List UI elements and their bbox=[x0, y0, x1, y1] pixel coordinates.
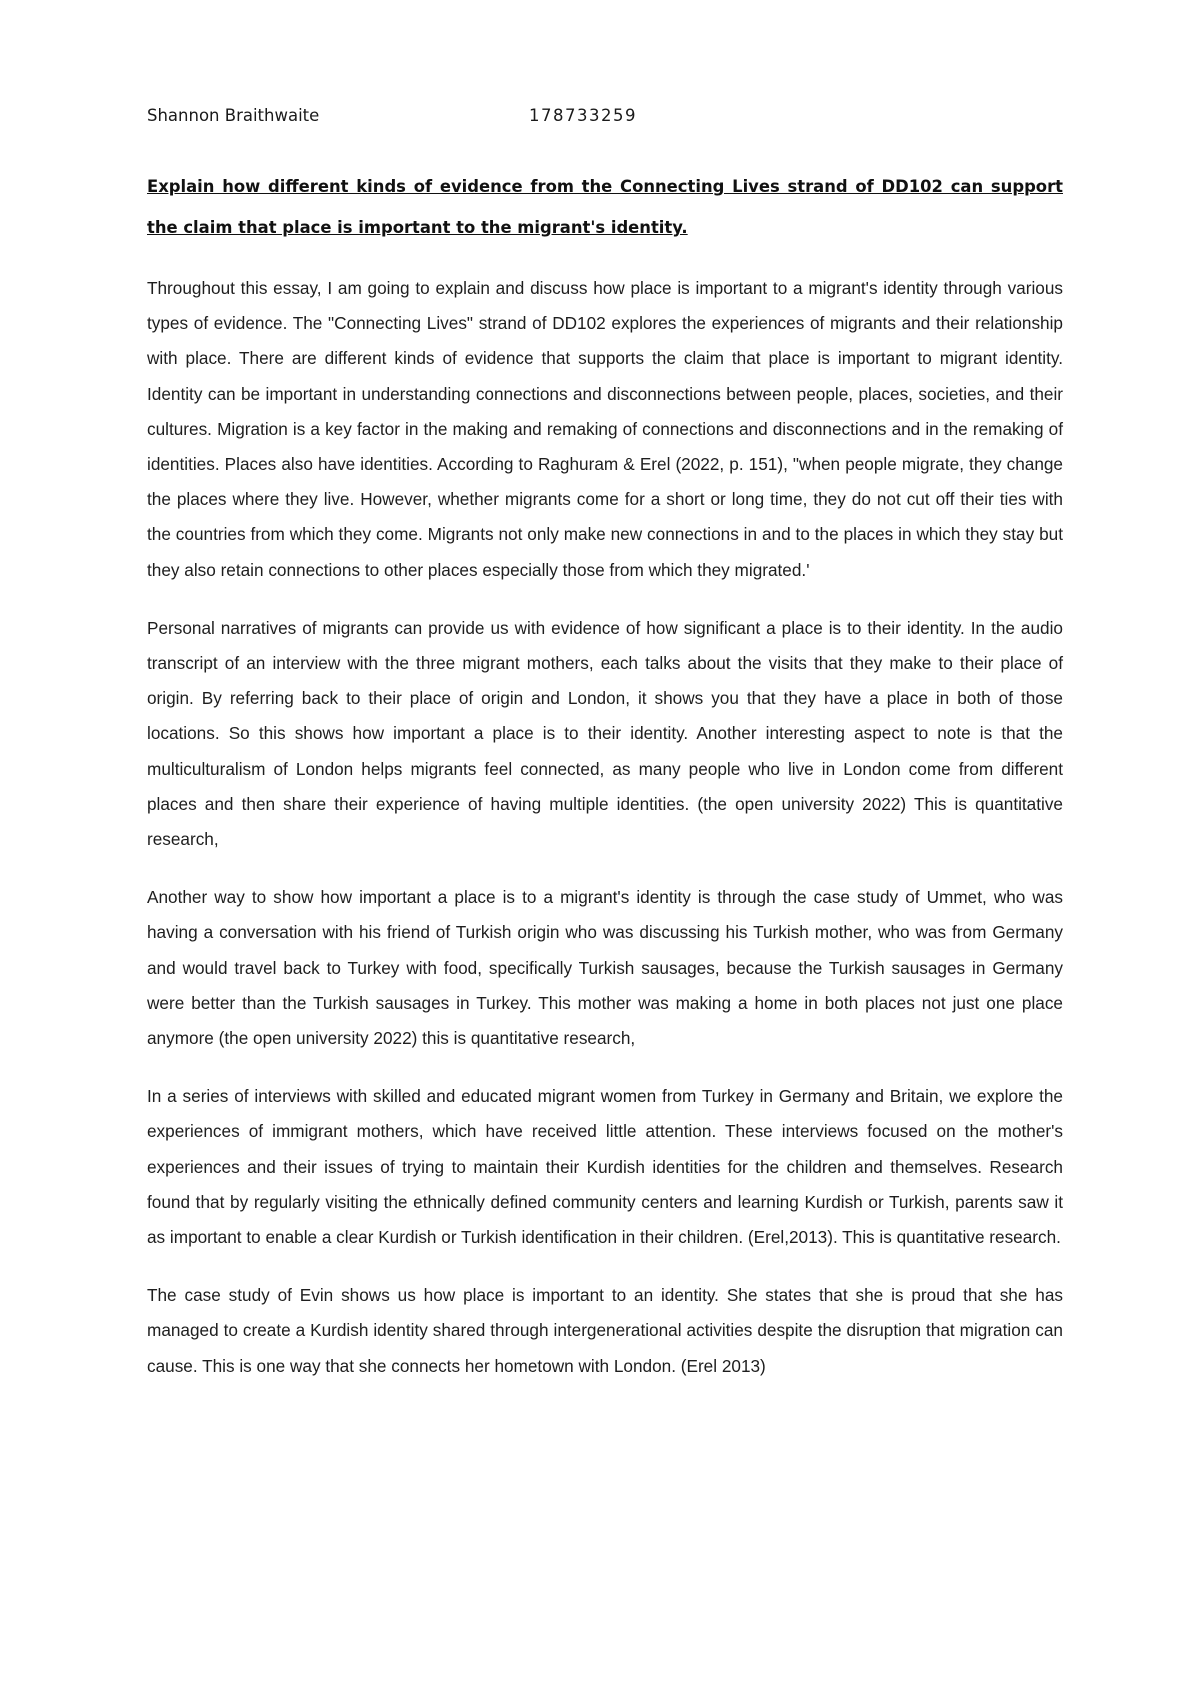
paragraph-1: Throughout this essay, I am going to explain and discuss how place is important to a migrant's identity through various types of evidence. The "Connecting Lives" strand of DD102 explores the experiences of migrants and their relationship with place. There are different kinds of evidence that supports the claim that place is important to migrant identity. Identity can be important in understanding connections and disconnections between people, places, societies, and their cultures. Migration is a key factor in the making and remaking of connections and disconnections and in the remaking of identities. Places also have identities. According to Raghuram & Erel (2022, p. 151), "when people migrate, they change the places where they live. However, whether migrants come for a short or long time, they do not cut off their ties with the countries from which they come. Migrants not only make new connections in and to the places in which they stay but they also retain connections to other places especially those from which they migrated.' bbox=[147, 278, 1063, 580]
paragraph-4: In a series of interviews with skilled and educated migrant women from Turkey in Germany and Britain, we explore the experiences of immigrant mothers, which have received little attention. These interviews focused on the mother's experiences and their issues of trying to maintain their Kurdish identities for the children and themselves. Research found that by regularly visiting the ethnically defined community centers and learning Kurdish or Turkish, parents saw it as important to enable a clear Kurdish or Turkish identification in their children. (Erel,2013). This is quantitative research. bbox=[147, 1086, 1063, 1248]
paragraph-3: Another way to show how important a place is to a migrant's identity is through the case study of Ummet, who was having a conversation with his friend of Turkish origin who was discussing his Turkish mother, who was from Germany and would travel back to Turkey with food, specifically Turkish sausages, because the Turkish sausages in Germany were better than the Turkish sausages in Turkey. This mother was making a home in both places not just one place anymore (the open university 2022) this is quantitative research, bbox=[147, 887, 1063, 1049]
author-name: Shannon Braithwaite bbox=[147, 106, 320, 125]
essay-body bbox=[147, 271, 1063, 1407]
paragraph-5: The case study of Evin shows us how place is important to an identity. She states that she is proud that she has managed to create a Kurdish identity shared through intergenerational activities despite the disruption that migration can cause. This is one way that she connects her hometown with London. (Erel 2013) bbox=[147, 1285, 1063, 1376]
paragraph-2: Personal narratives of migrants can provide us with evidence of how significant a place is to their identity. In the audio transcript of an interview with the three migrant mothers, each talks about the visits that they make to their place of origin. By referring back to their place of origin and London, it shows you that they have a place in both of those locations. So this shows how important a place is to their identity. Another interesting aspect to note is that the multiculturalism of London helps migrants feel connected, as many people who live in London come from different places and then share their experience of having multiple identities. (the open university 2022) This is quantitative research, bbox=[147, 617, 1063, 850]
student-id: 178733259 bbox=[529, 106, 637, 125]
essay-title: Explain how different kinds of evidence from the Connecting Lives strand of DD102 can support the claim that place is important to the migrant's identity. bbox=[147, 177, 1063, 237]
